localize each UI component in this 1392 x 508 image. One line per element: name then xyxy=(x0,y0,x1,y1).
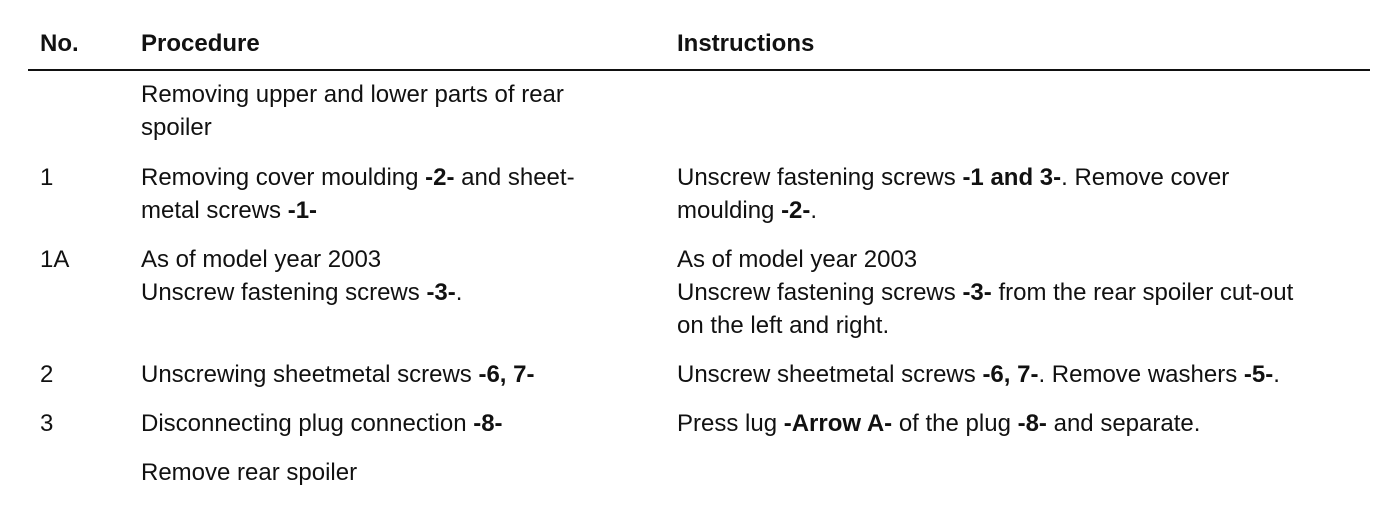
procedure-text xyxy=(141,161,641,227)
text-run: As of model year 2003 xyxy=(677,246,918,273)
text-run: . xyxy=(1273,361,1280,388)
header-instructions: Instructions xyxy=(677,30,815,57)
part-reference: -5- xyxy=(1243,361,1274,388)
procedure-text xyxy=(141,456,641,489)
text-run: on the left and right. xyxy=(677,312,890,339)
text-run: Press lug xyxy=(677,410,784,437)
part-reference: -3- xyxy=(426,279,456,306)
instructions-text xyxy=(677,358,1367,391)
part-reference: -8- xyxy=(473,410,503,437)
text-run: and separate. xyxy=(1046,410,1201,437)
text-run: . Remove cover xyxy=(1061,164,1230,191)
text-run: Unscrew fastening screws xyxy=(141,279,427,306)
header-no: No. xyxy=(40,30,79,57)
part-reference: -1 and 3- xyxy=(962,164,1062,191)
text-run: and sheet- xyxy=(454,164,575,191)
text-run: . xyxy=(810,197,818,224)
part-reference: -3- xyxy=(962,279,992,306)
text-run: of the plug xyxy=(892,410,1018,437)
text-run: Remove rear spoiler xyxy=(141,459,358,486)
procedure-text xyxy=(141,78,641,144)
part-reference: -6, 7- xyxy=(478,361,535,388)
instructions-text xyxy=(677,407,1367,440)
step-number: 2 xyxy=(40,361,54,388)
text-run: moulding xyxy=(677,197,782,224)
text-run: As of model year 2003 xyxy=(141,246,382,273)
text-run: Unscrew sheetmetal screws xyxy=(677,361,983,388)
text-run: Unscrew fastening screws xyxy=(677,164,963,191)
text-run: metal screws xyxy=(141,197,288,224)
text-run: from the rear spoiler cut-out xyxy=(991,279,1294,306)
header-divider xyxy=(28,69,1370,71)
text-run: . Remove washers xyxy=(1038,361,1244,388)
part-reference: -2- xyxy=(425,164,455,191)
procedure-text xyxy=(141,407,641,440)
part-reference: -Arrow A- xyxy=(783,410,893,437)
text-run: spoiler xyxy=(141,114,212,141)
part-reference: -8- xyxy=(1017,410,1047,437)
step-number: 1 xyxy=(40,164,54,191)
step-number: 1A xyxy=(40,246,70,273)
instructions-text xyxy=(677,161,1367,227)
header-procedure: Procedure xyxy=(141,30,260,57)
procedure-text xyxy=(141,358,641,391)
step-number: 3 xyxy=(40,410,54,437)
part-reference: -2- xyxy=(781,197,811,224)
text-run: Removing cover moulding xyxy=(141,164,426,191)
text-run: . xyxy=(455,279,463,306)
part-reference: -1- xyxy=(287,197,318,224)
text-run: Unscrewing sheetmetal screws xyxy=(141,361,479,388)
text-run: Unscrew fastening screws xyxy=(677,279,963,306)
procedure-text xyxy=(141,243,641,309)
instructions-text xyxy=(677,243,1367,342)
text-run: Removing upper and lower parts of rear xyxy=(141,81,564,108)
part-reference: -6, 7- xyxy=(982,361,1039,388)
text-run: Disconnecting plug connection xyxy=(141,410,474,437)
